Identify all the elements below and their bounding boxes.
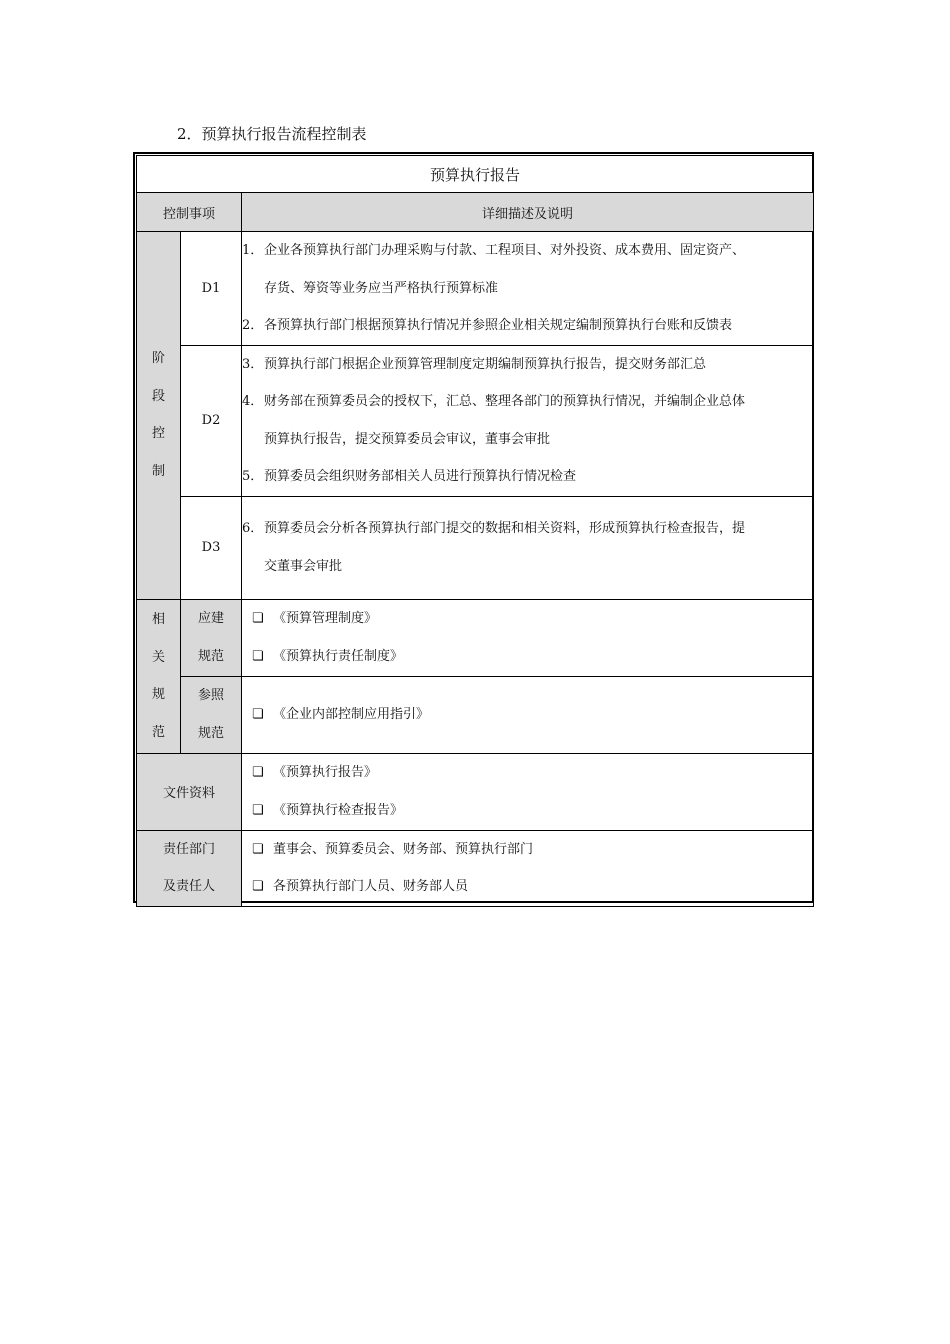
description-line: 1．企业各预算执行部门办理采购与付款、工程项目、对外投资、成本费用、固定资产、 [242,243,746,258]
table-title: 预算执行报告 [137,156,814,193]
header-row [137,193,814,232]
document-icon: ❏ [252,765,264,780]
norms-row-reference [137,676,814,753]
title-row [137,156,814,193]
document-icon: ❏ [252,802,264,818]
list-item: ❏ 《预算管理制度》 [242,600,813,638]
responsibility-list [242,830,814,906]
norms-reference-list [242,676,814,753]
document-icon: ❏ [252,841,264,857]
stage-description-d2 [242,345,814,496]
control-table [136,155,814,907]
description-line: 存货、筹资等业务应当严格执行预算标准 [264,280,499,296]
stage-label-d1: D1 [181,232,242,346]
description-line: 交董事会审批 [264,558,343,574]
stage-label-d3: D3 [181,496,242,599]
document-icon: ❏ [252,879,264,894]
norms-group-label: 相 关 规 范 [137,599,181,753]
stage-group-label: 阶 段 控 制 [137,232,181,600]
documents-row [137,753,814,830]
stage-label-d2: D2 [181,345,242,496]
header-description: 详细描述及说明 [242,193,814,232]
list-item: ❏ 《预算执行检查报告》 [242,792,813,830]
norms-build-label: 应建 规范 [181,599,242,676]
responsibility-row [137,830,814,906]
section-heading: 2．预算执行报告流程控制表 [177,125,367,143]
stage-row-d1 [137,232,814,346]
description-line: 预算执行报告，提交预算委员会审议，董事会审批 [264,431,551,447]
norms-reference-label: 参照 规范 [181,676,242,753]
documents-label: 文件资料 [137,753,242,830]
list-item: ❏ 《预算执行责任制度》 [242,638,813,676]
description-line: 2．各预算执行部门根据预算执行情况并参照企业相关规定编制预算执行台账和反馈表 [242,318,733,333]
stage-description-d1 [242,232,814,346]
header-control-item: 控制事项 [137,193,242,232]
description-line: 5．预算委员会组织财务部相关人员进行预算执行情况检查 [242,469,577,484]
documents-list [242,753,814,830]
stage-row-d3 [137,496,814,599]
list-item: ❏ 各预算执行部门人员、财务部人员 [242,868,813,906]
description-line: 4．财务部在预算委员会的授权下，汇总、整理各部门的预算执行情况，并编制企业总体 [242,394,746,409]
list-item: ❏ 《预算执行报告》 [242,754,813,792]
responsibility-label: 责任部门 及责任人 [137,830,242,906]
norms-row-build [137,599,814,676]
stage-description-d3 [242,496,814,599]
document-icon: ❏ [252,648,264,664]
description-line: 6．预算委员会分析各预算执行部门提交的数据和相关资料，形成预算执行检查报告，提 [242,521,746,536]
document-icon: ❏ [252,611,264,626]
stage-row-d2 [137,345,814,496]
norms-build-list [242,599,814,676]
description-line: 3．预算执行部门根据企业预算管理制度定期编制预算执行报告，提交财务部汇总 [242,356,707,372]
document-icon: ❏ [252,706,264,722]
list-item: ❏ 《企业内部控制应用指引》 [242,696,813,734]
list-item: ❏ 董事会、预算委员会、财务部、预算执行部门 [242,831,813,869]
